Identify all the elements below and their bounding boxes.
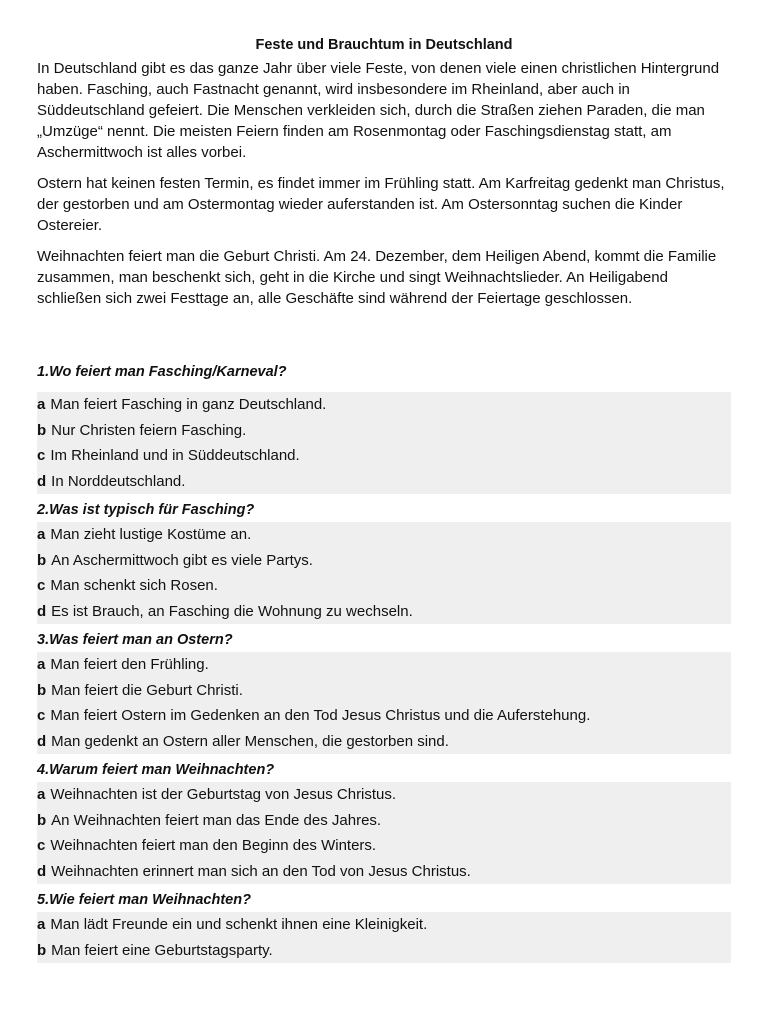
option-letter: d	[37, 732, 47, 750]
option-letter: c	[37, 577, 46, 594]
option-text: Man feiert eine Geburtstagsparty.	[51, 941, 273, 959]
question-4: 4.Warum feiert man Weihnachten?	[37, 762, 275, 778]
paragraph-ostern: Ostern hat keinen festen Termin, es findet immer im Frühling statt. Am Karfreitag gedenkt man Christus, der gestorben und am Ostermontag wieder auferstanden ist. Am Ostersonntag suchen die Kinder Ostereier.	[37, 175, 725, 234]
question-4-option-a[interactable]	[37, 782, 731, 808]
question-2-option-d[interactable]	[37, 599, 731, 625]
question-2-option-c[interactable]	[37, 573, 731, 599]
question-3-option-c[interactable]	[37, 703, 731, 729]
document-page	[37, 34, 731, 963]
option-letter: a	[37, 786, 46, 803]
option-text: In Norddeutschland.	[51, 472, 186, 490]
option-letter: d	[37, 862, 47, 880]
option-letter: a	[37, 916, 46, 933]
question-1-options	[37, 392, 731, 494]
option-text: An Weihnachten feiert man das Ende des Jahres.	[51, 811, 382, 829]
question-1-option-c[interactable]	[37, 443, 731, 469]
question-1-option-d[interactable]	[37, 469, 731, 495]
question-5-options	[37, 912, 731, 963]
paragraph-fasching: In Deutschland gibt es das ganze Jahr über viele Feste, von denen viele einen christlichen Hintergrund haben. Fasching, auch Fastnacht genannt, wird insbesondere im Rheinland, aber auch in Süddeutschland gefeiert. Die Menschen verkleiden sich, durch die Straßen ziehen Paraden, die man „Umzüge“ nennt. Die meisten Feiern finden am Rosenmontag oder Faschingsdienstag statt, am Aschermittwoch ist alles vorbei.	[37, 60, 720, 161]
option-text: Nur Christen feiern Fasching.	[51, 421, 247, 439]
question-1-option-a[interactable]	[37, 392, 731, 418]
question-3: 3.Was feiert man an Ostern?	[37, 632, 233, 648]
option-text: Weihnachten ist der Geburtstag von Jesus Christus.	[50, 786, 397, 803]
question-2-options	[37, 522, 731, 624]
question-3-options	[37, 652, 731, 754]
option-letter: a	[37, 526, 46, 543]
question-4-options	[37, 782, 731, 884]
option-letter: c	[37, 837, 46, 854]
option-text: Es ist Brauch, an Fasching die Wohnung zu wechseln.	[51, 602, 413, 620]
section-spacer	[37, 319, 731, 360]
option-letter: a	[37, 396, 46, 413]
option-letter: b	[37, 551, 47, 569]
option-text: Man feiert die Geburt Christi.	[51, 681, 243, 699]
option-text: Man lädt Freunde ein und schenkt ihnen eine Kleinigkeit.	[50, 916, 428, 933]
question-5-option-b[interactable]	[37, 938, 731, 964]
option-text: Man zieht lustige Kostüme an.	[50, 526, 252, 543]
question-2-option-b[interactable]	[37, 548, 731, 574]
option-text: Man feiert Ostern im Gedenken an den Tod Jesus Christus und die Auferstehung.	[50, 707, 591, 724]
question-4-option-c[interactable]	[37, 833, 731, 859]
option-text: Man feiert Fasching in ganz Deutschland.	[50, 396, 327, 413]
paragraph-weihnachten: Weihnachten feiert man die Geburt Christi. Am 24. Dezember, dem Heiligen Abend, kommt die Familie zusammen, man beschenkt sich, geht in die Kirche und singt Weihnachtslieder. An Heiligabend schließen sich zwei Festtage an, alle Geschäfte sind während der Feiertage geschlossen.	[37, 248, 717, 307]
option-text: Im Rheinland und in Süddeutschland.	[50, 447, 300, 464]
option-letter: b	[37, 811, 47, 829]
document-title: Feste und Brauchtum in Deutschland	[255, 37, 513, 53]
option-letter: b	[37, 941, 47, 959]
question-3-option-a[interactable]	[37, 652, 731, 678]
option-letter: a	[37, 656, 46, 673]
question-3-option-b[interactable]	[37, 678, 731, 704]
question-2: 2.Was ist typisch für Fasching?	[37, 502, 255, 518]
option-letter: c	[37, 447, 46, 464]
option-text: Man schenkt sich Rosen.	[50, 577, 218, 594]
option-letter: c	[37, 707, 46, 724]
question-2-option-a[interactable]	[37, 522, 731, 548]
question-5-option-a[interactable]	[37, 912, 731, 938]
option-text: Man gedenkt an Ostern aller Menschen, die gestorben sind.	[51, 732, 449, 750]
option-text: Weihnachten feiert man den Beginn des Winters.	[50, 837, 377, 854]
question-1-option-b[interactable]	[37, 418, 731, 444]
question-4-option-b[interactable]	[37, 808, 731, 834]
option-letter: b	[37, 681, 47, 699]
option-letter: d	[37, 472, 47, 490]
option-letter: b	[37, 421, 47, 439]
option-text: Man feiert den Frühling.	[50, 656, 209, 673]
question-1: 1.Wo feiert man Fasching/Karneval?	[37, 364, 287, 380]
option-letter: d	[37, 602, 47, 620]
question-3-option-d[interactable]	[37, 729, 731, 755]
question-4-option-d[interactable]	[37, 859, 731, 885]
option-text: Weihnachten erinnert man sich an den Tod von Jesus Christus.	[51, 862, 471, 880]
option-text: An Aschermittwoch gibt es viele Partys.	[51, 551, 313, 569]
question-5: 5.Wie feiert man Weihnachten?	[37, 892, 251, 908]
